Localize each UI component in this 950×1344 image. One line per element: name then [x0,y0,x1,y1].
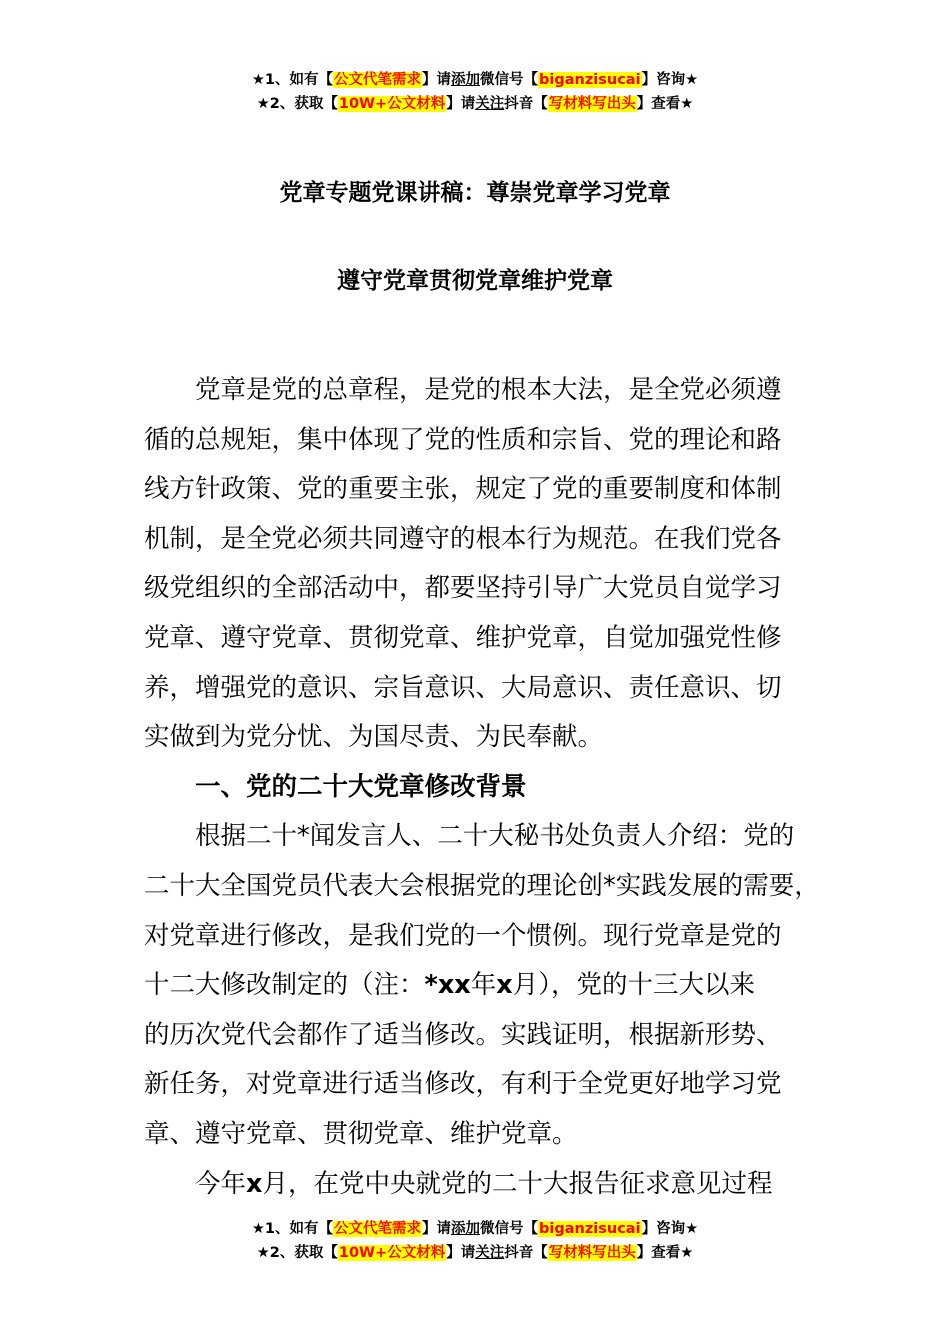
star-icon: ★ [251,1221,265,1237]
paragraph-3: 今年x月，在党中央就党的二十大报告征求意见过程 [195,1168,773,1199]
highlight-douyin-account: 写材料写出头 [548,96,636,112]
star-icon: ★ [680,96,694,112]
star-icon: ★ [685,72,699,88]
document-title-line-2: 遵守党章贯彻党章维护党章 [337,268,613,294]
paragraph-2: 根据二十*闻发言人、二十大秘书处负责人介绍：党的 二十大全国党员代表大会根据党的理论创*实践发展的需要， 对党章进行修改，是我们党的一个惯例。现行党章是党的 十二大修改制定的（注：*xx年x月），党的十三大以来 的历次党代会都作了适当修改。实践证明，根据新形势、 新任务，对党章进行适当修改，有利于全党更好地学习党 章、遵守党章、贯彻党章、维护党章。 [144,821,820,1149]
star-icon: ★ [680,1245,694,1261]
promo-line-1: ★1、如有【公文代笔需求】请添加微信号【biganzisucai】咨询★ [251,1221,699,1237]
top-promo-banner [0,68,950,116]
promo-line-1: ★1、如有【公文代笔需求】请添加微信号【biganzisucai】咨询★ [251,72,699,88]
paragraph-1: 党章是党的总章程，是党的根本大法，是全党必须遵 循的总规矩，集中体现了党的性质和宗旨、党的理论和路 线方针政策、党的重要主张，规定了党的重要制度和体制 机制，是全党必须共同遵守的根本行为规范。在我们党各 级党组织的全部活动中，都要坚持引导广大党员自觉学习 党章、遵守党章、贯彻党章、维护党章，自觉加强党性修 养，增强党的意识、宗旨意识、大局意识、责任意识、切 实做到为党分忧、为国尽责、为民奉献。 [144,375,782,753]
star-icon: ★ [251,72,265,88]
star-icon: ★ [256,96,270,112]
highlight-wechat-id: biganzisucai [539,1221,641,1237]
highlight-ghostwriting: 公文代笔需求 [334,1221,422,1237]
highlight-materials: 10W+公文材料 [338,96,446,112]
highlight-ghostwriting: 公文代笔需求 [334,72,422,88]
highlight-wechat-id: biganzisucai [539,72,641,88]
star-icon: ★ [685,1221,699,1237]
highlight-douyin-account: 写材料写出头 [548,1245,636,1261]
promo-line-2: ★2、获取【10W+公文材料】请关注抖音【写材料写出头】查看★ [256,1245,694,1261]
highlight-materials: 10W+公文材料 [338,1245,446,1261]
document-body [144,366,824,1209]
star-icon: ★ [256,1245,270,1261]
bottom-promo-banner [0,1217,950,1265]
section-heading-1: 一、党的二十大党章修改背景 [195,771,527,802]
document-title-line-1: 党章专题党课讲稿：尊崇党章学习党章 [279,180,671,206]
promo-line-2: ★2、获取【10W+公文材料】请关注抖音【写材料写出头】查看★ [256,96,694,112]
